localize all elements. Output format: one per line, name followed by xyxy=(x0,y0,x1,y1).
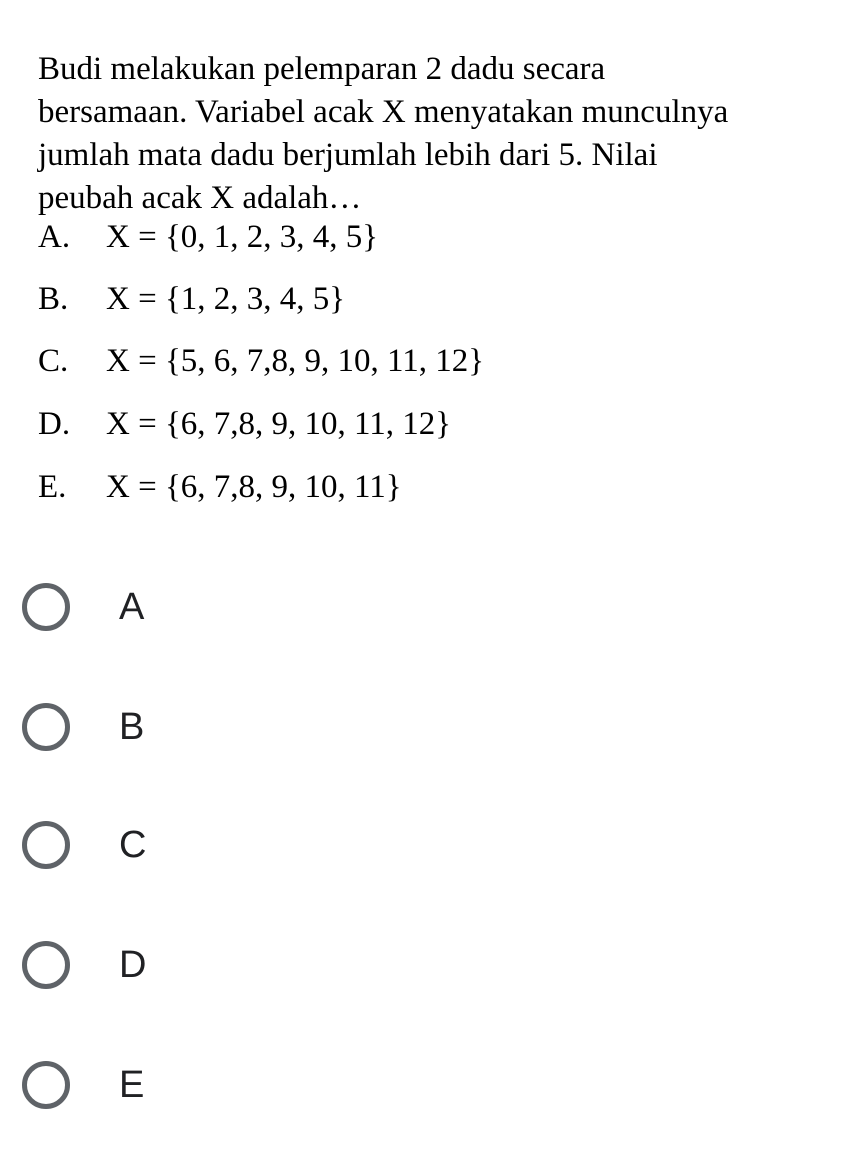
option-row-b xyxy=(38,277,345,321)
radio-button-a[interactable] xyxy=(22,583,70,631)
option-text: X = {6, 7,8, 9, 10, 11} xyxy=(106,469,402,505)
question-line: Budi melakukan pelemparan 2 dadu secara xyxy=(38,51,606,87)
radio-button-c[interactable] xyxy=(22,821,70,869)
choice-label[interactable]: A xyxy=(119,586,145,628)
radio-button-e[interactable] xyxy=(22,1061,70,1109)
choice-a[interactable] xyxy=(22,580,322,640)
choice-label[interactable]: C xyxy=(119,824,147,866)
option-row-a xyxy=(38,215,378,259)
option-row-d xyxy=(38,402,451,446)
choice-label[interactable]: B xyxy=(119,706,145,748)
question-text xyxy=(38,48,838,220)
option-text: X = {1, 2, 3, 4, 5} xyxy=(106,281,346,317)
option-letter: D. xyxy=(38,406,71,442)
choice-c[interactable] xyxy=(22,818,322,878)
choice-d[interactable] xyxy=(22,938,322,998)
option-row-e xyxy=(38,465,402,509)
option-letter: C. xyxy=(38,343,69,379)
option-letter: B. xyxy=(38,281,69,317)
option-text: X = {0, 1, 2, 3, 4, 5} xyxy=(106,219,379,255)
option-row-c xyxy=(38,339,484,383)
radio-button-b[interactable] xyxy=(22,703,70,751)
question-line: jumlah mata dadu berjumlah lebih dari 5. Nilai xyxy=(38,137,658,173)
option-text: X = {6, 7,8, 9, 10, 11, 12} xyxy=(106,406,452,442)
option-letter: A. xyxy=(38,219,71,255)
radio-button-d[interactable] xyxy=(22,941,70,989)
choice-label[interactable]: D xyxy=(119,944,147,986)
choice-e[interactable] xyxy=(22,1058,322,1118)
option-text: X = {5, 6, 7,8, 9, 10, 11, 12} xyxy=(106,343,485,379)
option-letter: E. xyxy=(38,469,67,505)
question-line: peubah acak X adalah… xyxy=(38,180,362,216)
question-line: bersamaan. Variabel acak X menyatakan munculnya xyxy=(38,94,729,130)
choice-label[interactable]: E xyxy=(119,1064,145,1106)
choice-b[interactable] xyxy=(22,700,322,760)
question-block xyxy=(38,48,838,220)
